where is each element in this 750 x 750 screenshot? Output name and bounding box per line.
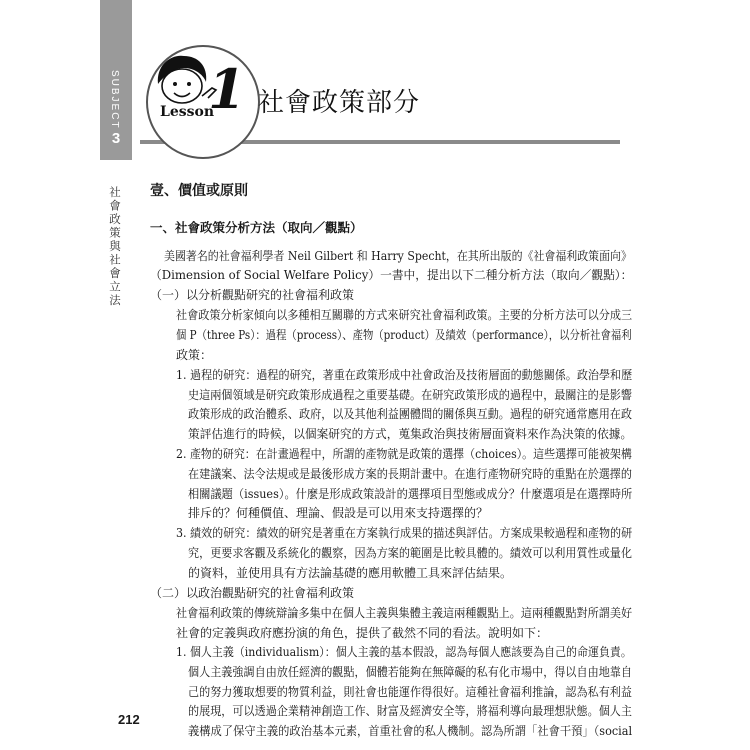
text-line: 的展現，可以透過企業精神創造工作、財富及經濟安全等，將福利導向最理想狀態。個人主 [188, 704, 633, 718]
section-heading: 壹、價值或原則 [150, 183, 248, 199]
subject-title: 社會政策與社會立法 [108, 186, 122, 308]
text-line: 美國著名的社會福利學者 Neil Gilbert 和 Harry Specht，在其所出版的《社會福利政策面向》 [164, 249, 632, 263]
text-line: 己的努力獲取想要的物質利益，則社會也能運作得很好。這種社會福利推論，認為私有利益 [188, 685, 633, 699]
text-line: 相關議題（issues）。什麼是形成政策設計的選擇項目型態或成分？什麼選項是在選擇時所 [188, 487, 633, 501]
text-line: 的資料，並使用具有方法論基礎的應用軟體工具來評估結果。 [188, 566, 513, 580]
lesson-number: 1 [208, 57, 246, 121]
text-line: 社會福利政策的傳統辯論多集中在個人主義與集體主義這兩種觀點上。這兩種觀點對所謂美好 [176, 606, 633, 620]
text-line: 3. 績效的研究：績效的研究是著重在方案執行成果的描述與評估。方案成果較過程和產物的研 [176, 526, 633, 540]
text-line: （二）以政治觀點研究的社會福利政策 [150, 586, 355, 600]
text-line: 史這兩個領域是研究政策形成過程之重要基礎。在研究政策形成的過程中，最關注的是影響 [188, 388, 633, 402]
text-line: 1. 個人主義（individualism）：個人主義的基本假設，認為每個人應該要為自己的命運負責。 [176, 645, 632, 659]
text-line: 2. 產物的研究：在計畫過程中，所謂的產物就是政策的選擇（choices）。這些選擇可能被架構 [176, 447, 632, 461]
text-line: 策評估進行的時候，以個案研究的方式，蒐集政治與技術層面資料來作為決策的依據。 [188, 427, 633, 441]
subsection-heading: 一、社會政策分析方法（取向／觀點） [150, 220, 363, 235]
subject-tab [100, 0, 132, 160]
text-line: （一）以分析觀點研究的社會福利政策 [150, 288, 355, 302]
text-line: 社會的定義與政府應扮演的角色，提供了截然不同的看法。說明如下： [176, 626, 549, 640]
page-number: 212 [118, 712, 140, 727]
text-line: 1. 過程的研究：過程的研究，著重在政策形成中社會政治及技術層面的動態關係。政治學和歷 [176, 368, 633, 382]
text-line: 在建議案、法令法規或是最後形成方案的長期計畫中。在進行產物研究時的重點在於選擇的 [188, 467, 633, 481]
text-line: 究，更要求客觀及系統化的觀察，因為方案的範圍是比較具體的。績效可以利用質性或量化 [188, 546, 633, 560]
lesson-title: 社會政策部分 [258, 88, 421, 118]
subject-number: 3 [111, 130, 121, 147]
text-line: 排斥的？何種價值、理論、假設是可以用來支持選擇的？ [188, 506, 489, 520]
text-line: （Dimension of Social Welfare Policy）一書中，提出以下二種分析方法（取向／觀點）： [150, 268, 633, 282]
text-line: 個 P（three Ps）：過程（process）、產物（product）及績效（performance），以分析社會福利 [176, 328, 632, 342]
text-line: 政策形成的政治體系、政府，以及其他利益團體間的關係與互動。過程的研究通常應用在政 [188, 407, 633, 421]
lesson-word: Lesson [160, 104, 215, 120]
text-line: 社會政策分析家傾向以多種相互關聯的方式來研究社會福利政策。主要的分析方法可以分成三 [176, 308, 633, 322]
text-line: 個人主義強調自由放任經濟的觀點，個體若能夠在無障礙的私有化市場中，得以自由地靠自 [188, 665, 633, 679]
text-line: 政策： [176, 348, 213, 362]
subject-label: SUBJECT [109, 70, 120, 130]
text-line: 義構成了保守主義的政治基本元素，首重社會的私人機制。認為所謂「社會干預」（social [188, 724, 633, 738]
